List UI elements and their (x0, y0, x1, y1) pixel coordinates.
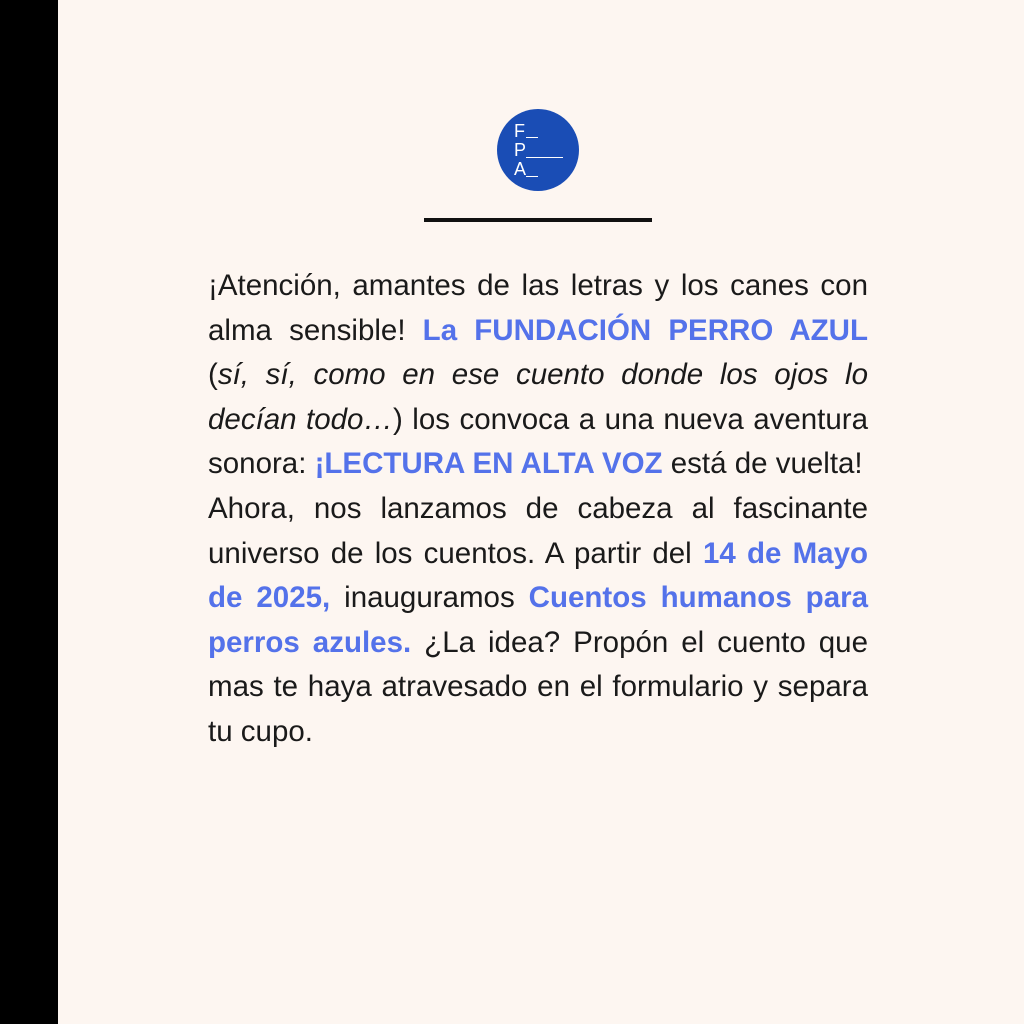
p1-aside: sí, sí, como en ese cuento donde los ojos lo decían todo… (208, 358, 868, 436)
p1-paren-close: ) los convoca a una nueva aventura sonora: (208, 402, 869, 481)
p1-outro: está de vuelta! (662, 447, 863, 481)
p1-intro: ¡Atención, amantes de las letras y los canes con alma sensible! (208, 269, 868, 347)
logo-rule (526, 137, 538, 138)
left-black-bar (0, 0, 58, 1024)
logo-rule (526, 176, 538, 177)
title-divider (424, 218, 652, 222)
announcement-text (208, 264, 868, 755)
logo-letter-a: A (514, 159, 527, 179)
fpa-logo (497, 109, 579, 191)
start-date: 14 de Mayo de 2025, (208, 536, 868, 615)
logo-letter-f: F (514, 121, 525, 141)
program-name: Cuentos humanos para perros azules. (208, 581, 868, 659)
logo-rule (526, 157, 563, 158)
p2-mid: inauguramos (330, 581, 529, 615)
p1-paren-open: ( (208, 358, 218, 392)
logo-letter-p: P (514, 140, 527, 160)
event-name: ¡LECTURA EN ALTA VOZ (314, 447, 663, 481)
p2-outro: ¿La idea? Propón el cuento que mas te haya atravesado en el formulario y separa tu cupo. (208, 625, 868, 748)
foundation-name: La FUNDACIÓN PERRO AZUL (422, 313, 868, 347)
p2-intro: Ahora, nos lanzamos de cabeza al fascinante universo de los cuentos. A partir del (208, 491, 868, 570)
